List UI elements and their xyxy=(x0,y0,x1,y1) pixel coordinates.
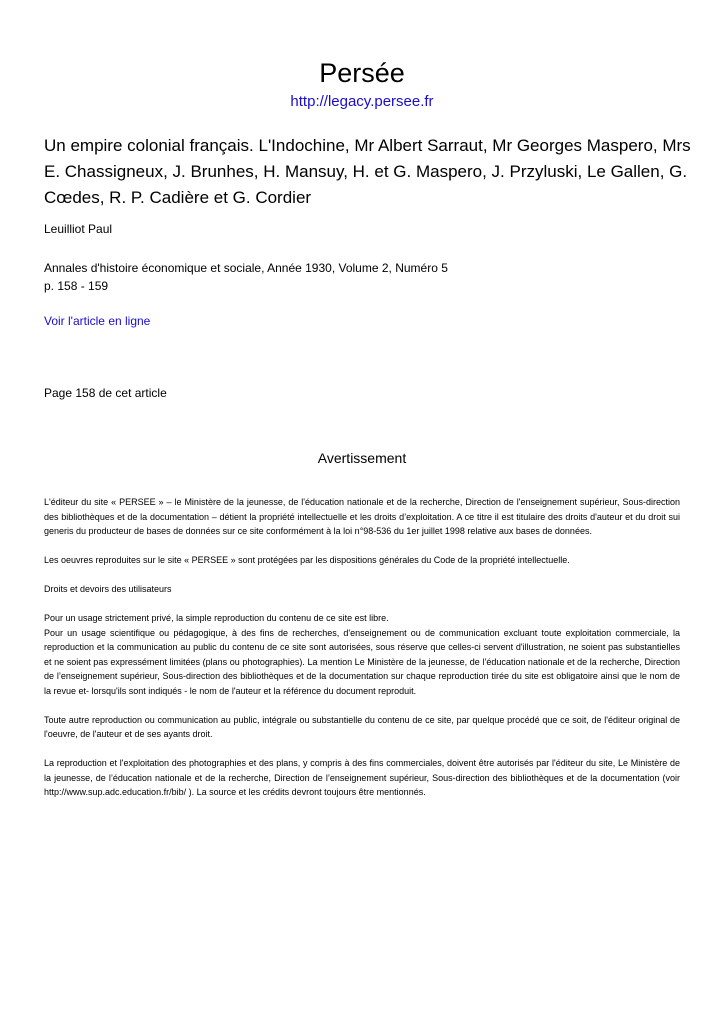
view-article-online-link[interactable]: Voir l'article en ligne xyxy=(44,314,151,328)
article-author: Leuilliot Paul xyxy=(44,222,113,236)
page-range: p. 158 - 159 xyxy=(44,279,109,293)
page-info: Page 158 de cet article xyxy=(44,386,167,400)
article-title: Un empire colonial français. L'Indochine, Mr Albert Sarraut, Mr Georges Maspero, Mrs E. Chassigneux, J. Brunhes, H. Mansuy, H. et G. Maspero, J. Przyluski, Le Gallen, G. Cœdes, R. P. Cadière et G. Cordier xyxy=(44,136,691,207)
warning-paragraph: Les oeuvres reproduites sur le site « PERSEE » sont protégées par les dispositions générales du Code de la propriété intellectuelle. xyxy=(44,555,570,565)
site-url-link[interactable]: http://legacy.persee.fr xyxy=(290,93,434,110)
warning-heading: Avertissement xyxy=(317,450,407,466)
journal-name: Annales d'histoire économique et sociale, Année 1930, Volume 2, Numéro 5 xyxy=(44,261,448,275)
warning-paragraph: Pour un usage scientifique ou pédagogique, à des fins de recherches, d'enseignement ou de communication excluant toute exploitation commerciale, la reproduction et la communication au public du contenu de ce site sont autorisées, sous réserve que celles-ci servent d'illustration, ne soient pas substantielles et ne soient pas expressément limitées (plans ou photographies). La mention Le Ministère de la jeunesse, de l’éducation nationale et de la recherche, Direction de l’enseignement supérieur, Sous-direction des bibliothèques et de la documentation sur chaque reproduction tirée du site est obligatoire ainsi que le nom de la revue et- lorsqu'ils sont indiqués - le nom de l'auteur et la référence du document reproduit. xyxy=(44,627,680,696)
warning-paragraph: Pour un usage strictement privé, la simple reproduction du contenu de ce site est libre. xyxy=(44,613,389,623)
journal-info xyxy=(44,259,448,295)
rights-heading: Droits et devoirs des utilisateurs xyxy=(44,584,172,594)
warning-paragraph: La reproduction et l'exploitation des photographies et des plans, y compris à des fins commerciales, doivent être autorisés par l'éditeur du site, Le Ministère de la jeunesse, de l’éducation nationale et de la recherche, Direction de l’enseignement supérieur, Sous-direction des bibliothèques et de la documentation (voir http://www.sup.adc.education.fr/bib/ ). La source et les crédits devront toujours être mentionnés. xyxy=(44,758,680,797)
warning-paragraph: L'éditeur du site « PERSEE » – le Ministère de la jeunesse, de l'éducation nationale et de la recherche, Direction de l'enseignement supérieur, Sous-direction des bibliothèques et de la documentation – détient la propriété intellectuelle et les droits d’exploitation. A ce titre il est titulaire des droits d'auteur et du droit sui generis du producteur de bases de données sur ce site conformément à la loi n°98-536 du 1er juillet 1998 relative aux bases de données. xyxy=(44,497,680,536)
warning-body xyxy=(44,495,680,814)
warning-paragraph: Toute autre reproduction ou communication au public, intégrale ou substantielle du contenu de ce site, par quelque procédé que ce soit, de l'éditeur original de l'oeuvre, de l'auteur et de ses ayants droit. xyxy=(44,714,680,739)
site-title: Persée xyxy=(319,58,405,88)
